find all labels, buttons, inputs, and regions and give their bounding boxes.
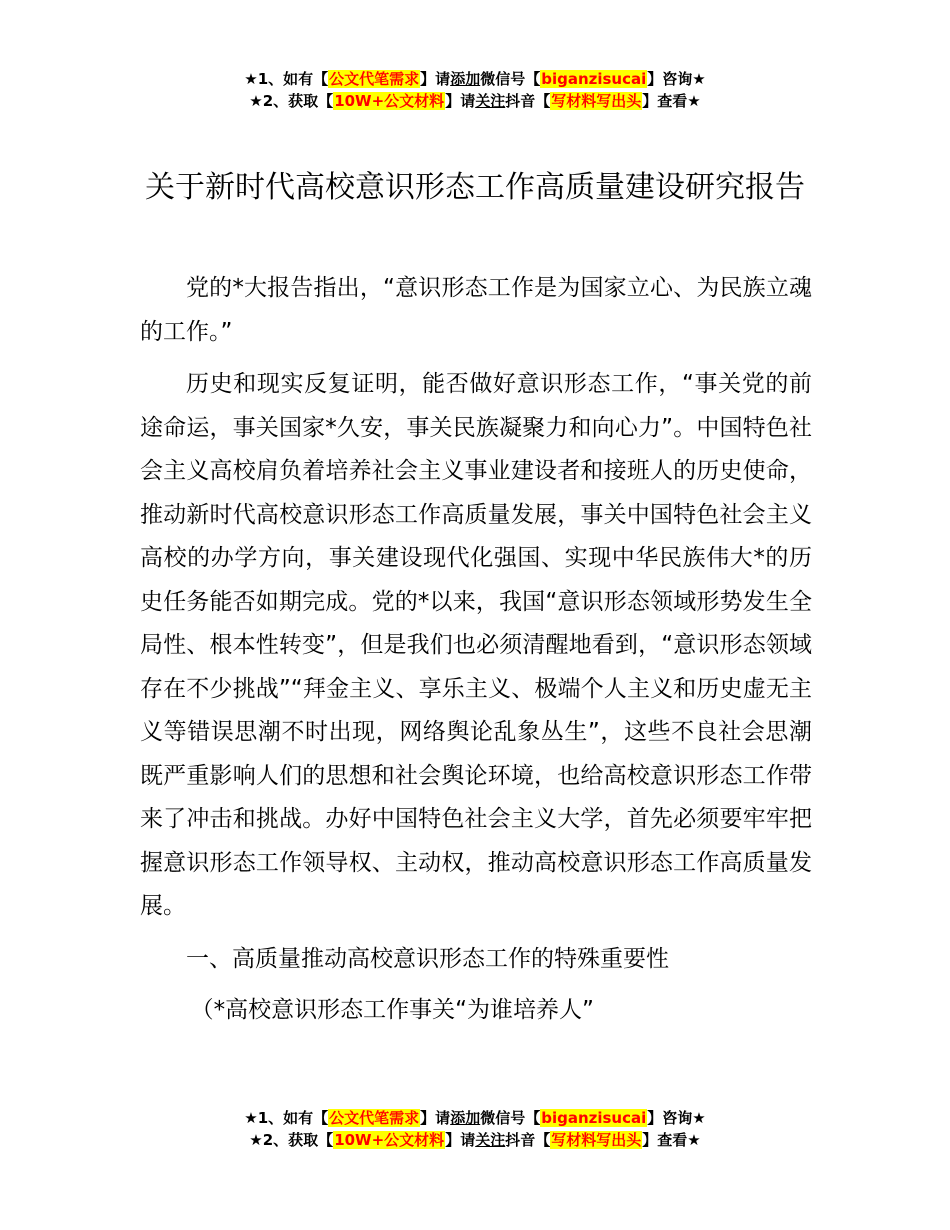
header-line-1-suffix: 】咨询★ bbox=[647, 70, 706, 88]
header-line-2 bbox=[0, 90, 950, 112]
header-line-2-prefix: ★2、获取【 bbox=[249, 92, 334, 110]
footer-line-1 bbox=[0, 1107, 950, 1129]
footer-line-2-suffix: 】查看★ bbox=[642, 1131, 701, 1149]
footer-line-2-text-b: 抖音【 bbox=[505, 1131, 551, 1149]
header-line-2-highlight-douyin: 写材料写出头 bbox=[551, 92, 642, 110]
footer-line-2-highlight-douyin: 写材料写出头 bbox=[551, 1131, 642, 1149]
header-line-2-text-b: 抖音【 bbox=[505, 92, 551, 110]
header-line-2-emphasis: 关注 bbox=[475, 92, 506, 110]
header-line-2-suffix: 】查看★ bbox=[642, 92, 701, 110]
footer-line-2-emphasis: 关注 bbox=[475, 1131, 506, 1149]
subsection-heading-1: （*高校意识形态工作事关“为谁培养人” bbox=[190, 997, 594, 1023]
header-line-1-highlight-wechat: biganzisucai bbox=[541, 70, 647, 88]
document-body bbox=[140, 267, 812, 1042]
header-banner bbox=[0, 68, 950, 112]
header-line-2-highlight-materials: 10W+公文材料 bbox=[334, 92, 445, 110]
header-line-1 bbox=[0, 68, 950, 90]
body-paragraph-1: 党的*大报告指出，“意识形态工作是为国家立心、为民族立魂的工作。” bbox=[140, 275, 812, 345]
footer-line-1-suffix: 】咨询★ bbox=[647, 1109, 706, 1127]
footer-banner bbox=[0, 1107, 950, 1151]
header-line-1-highlight-service: 公文代笔需求 bbox=[329, 70, 420, 88]
header-line-1-prefix: ★1、如有【 bbox=[244, 70, 329, 88]
header-line-1-text-b: 微信号【 bbox=[480, 70, 541, 88]
footer-line-1-highlight-service: 公文代笔需求 bbox=[329, 1109, 420, 1127]
footer-line-2-text-a: 】请 bbox=[445, 1131, 476, 1149]
header-line-1-text-a: 】请 bbox=[420, 70, 451, 88]
header-line-1-emphasis: 添加 bbox=[450, 70, 481, 88]
section-heading-1: 一、高质量推动高校意识形态工作的特殊重要性 bbox=[186, 945, 669, 972]
header-line-2-text-a: 】请 bbox=[445, 92, 476, 110]
footer-line-1-highlight-wechat: biganzisucai bbox=[541, 1109, 647, 1127]
body-paragraph-2: 历史和现实反复证明，能否做好意识形态工作，“事关党的前途命运，事关国家*久安，事关民族凝聚力和向心力”。中国特色社会主义高校肩负着培养社会主义事业建设者和接班人的历史使命，推动新时代高校意识形态工作高质量发展，事关中国特色社会主义高校的办学方向，事关建设现代化强国、实现中华民族伟大*的历史任务能否如期完成。党的*以来，我国“意识形态领域形势发生全局性、根本性转变”，但是我们也必须清醒地看到，“意识形态领域存在不少挑战”“拜金主义、享乐主义、极端个人主义和历史虚无主义等错误思潮不时出现，网络舆论乱象丛生”，这些不良社会思潮既严重影响人们的思想和社会舆论环境，也给高校意识形态工作带来了冲击和挑战。办好中国特色社会主义大学，首先必须要牢牢把握意识形态工作领导权、主动权，推动高校意识形态工作高质量发展。 bbox=[140, 371, 812, 919]
footer-line-2-prefix: ★2、获取【 bbox=[249, 1131, 334, 1149]
footer-line-2 bbox=[0, 1129, 950, 1151]
footer-line-1-emphasis: 添加 bbox=[450, 1109, 481, 1127]
footer-line-1-text-a: 】请 bbox=[420, 1109, 451, 1127]
footer-line-2-highlight-materials: 10W+公文材料 bbox=[334, 1131, 445, 1149]
footer-line-1-prefix: ★1、如有【 bbox=[244, 1109, 329, 1127]
footer-line-1-text-b: 微信号【 bbox=[480, 1109, 541, 1127]
document-title: 关于新时代高校意识形态工作高质量建设研究报告 bbox=[145, 170, 805, 205]
